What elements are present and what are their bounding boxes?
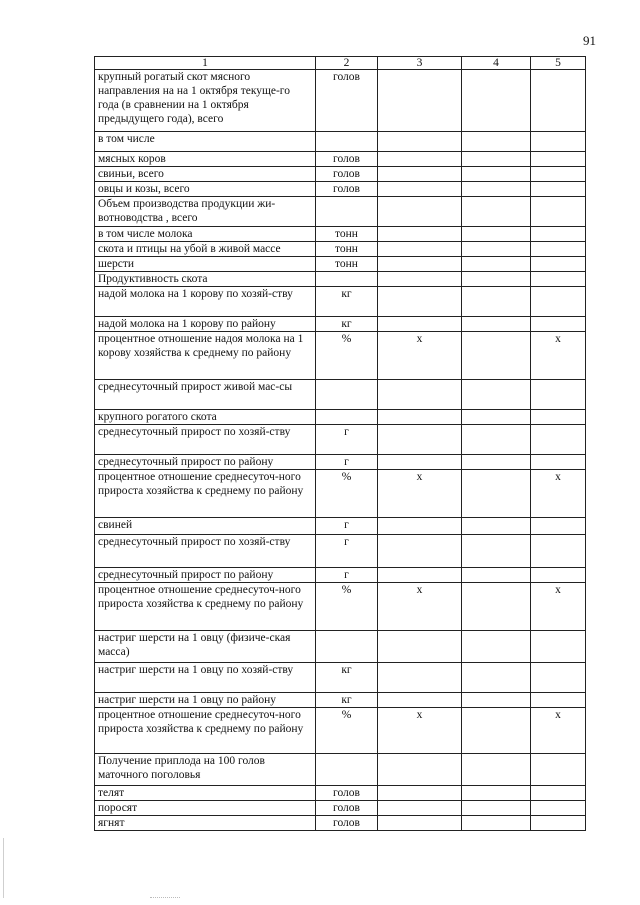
unit-cell: кг [316,317,378,332]
value-cell-3 [378,663,462,693]
value-cell-4 [462,227,531,242]
row-label-cell: процентное отношение среднесуточ-ного прироста хозяйства к среднему по району [95,470,316,518]
value-cell-4 [462,272,531,287]
value-cell-5 [531,197,586,227]
value-cell-3 [378,317,462,332]
row-label-cell: надой молока на 1 корову по району [95,317,316,332]
row-label-cell: мясных коров [95,152,316,167]
value-cell-4 [462,70,531,132]
table-row [95,801,586,816]
value-cell-4 [462,708,531,754]
value-cell-3 [378,167,462,182]
unit-cell: голов [316,816,378,831]
value-cell-5 [531,380,586,410]
value-cell-3 [378,754,462,786]
value-cell-5 [531,227,586,242]
row-label-cell: среднесуточный прирост по хозяй-ству [95,425,316,455]
value-cell-5 [531,257,586,272]
unit-cell: голов [316,801,378,816]
unit-cell: г [316,568,378,583]
value-cell-4 [462,287,531,317]
value-cell-5 [531,425,586,455]
value-cell-5 [531,167,586,182]
unit-cell: г [316,535,378,568]
value-cell-5 [531,535,586,568]
value-cell-4 [462,425,531,455]
value-cell-5 [531,816,586,831]
value-cell-3 [378,152,462,167]
unit-cell: голов [316,152,378,167]
value-cell-5 [531,410,586,425]
value-cell-4 [462,568,531,583]
table-row [95,197,586,227]
value-cell-3 [378,272,462,287]
value-cell-5 [531,693,586,708]
value-cell-4 [462,816,531,831]
unit-cell: % [316,470,378,518]
row-label-cell: надой молока на 1 корову по хозяй-ству [95,287,316,317]
value-cell-3 [378,197,462,227]
unit-cell: % [316,332,378,380]
value-cell-5: x [531,470,586,518]
table-row [95,708,586,754]
row-label-cell: настриг шерсти на 1 овцу (физиче-ская масса) [95,631,316,663]
unit-cell: г [316,425,378,455]
table-row [95,470,586,518]
value-cell-5: x [531,708,586,754]
value-cell-3 [378,410,462,425]
row-label-cell: крупный рогатый скот мясного направления на на 1 октября текуще-го года (в сравнении на 1 октября предыдущего года), всего [95,70,316,132]
value-cell-4 [462,801,531,816]
table-row [95,816,586,831]
value-cell-4 [462,583,531,631]
page-number: 91 [583,33,596,48]
unit-cell [316,380,378,410]
value-cell-4 [462,455,531,470]
value-cell-3: x [378,332,462,380]
row-label-cell: среднесуточный прирост по хозяй-ству [95,535,316,568]
row-label-cell: настриг шерсти на 1 овцу по хозяй-ству [95,663,316,693]
data-table [94,56,586,831]
value-cell-5: x [531,332,586,380]
row-label-cell: поросят [95,801,316,816]
value-cell-3 [378,287,462,317]
unit-cell: г [316,518,378,535]
col-header-3: 3 [378,57,462,70]
value-cell-3: x [378,470,462,518]
table-row [95,693,586,708]
unit-cell: тонн [316,257,378,272]
row-label-cell: среднесуточный прирост живой мас-сы [95,380,316,410]
table-row [95,754,586,786]
value-cell-4 [462,182,531,197]
table-row [95,132,586,152]
col-header-5: 5 [531,57,586,70]
table-row [95,410,586,425]
table-row [95,786,586,801]
value-cell-4 [462,380,531,410]
table-row [95,272,586,287]
value-cell-5 [531,70,586,132]
value-cell-3 [378,380,462,410]
value-cell-3: x [378,583,462,631]
value-cell-4 [462,535,531,568]
value-cell-3 [378,70,462,132]
row-label-cell: свиньи, всего [95,167,316,182]
table-row [95,380,586,410]
value-cell-4 [462,257,531,272]
scan-dots [150,897,180,900]
value-cell-5 [531,754,586,786]
value-cell-3 [378,801,462,816]
value-cell-3: x [378,708,462,754]
value-cell-4 [462,317,531,332]
row-label-cell: Получение приплода на 100 голов маточного поголовья [95,754,316,786]
table-row [95,167,586,182]
value-cell-5 [531,568,586,583]
value-cell-4 [462,518,531,535]
value-cell-4 [462,786,531,801]
value-cell-3 [378,786,462,801]
value-cell-3 [378,631,462,663]
scan-edge-line [3,838,4,898]
table-row [95,663,586,693]
table-row [95,152,586,167]
row-label-cell: настриг шерсти на 1 овцу по району [95,693,316,708]
row-label-cell: ягнят [95,816,316,831]
value-cell-4 [462,410,531,425]
value-cell-5 [531,242,586,257]
value-cell-5 [531,801,586,816]
value-cell-5 [531,663,586,693]
value-cell-4 [462,663,531,693]
value-cell-4 [462,167,531,182]
row-label-cell: среднесуточный прирост по району [95,455,316,470]
table-row [95,317,586,332]
table-row [95,70,586,132]
table-row [95,257,586,272]
value-cell-3 [378,693,462,708]
table-row [95,227,586,242]
value-cell-3 [378,242,462,257]
value-cell-4 [462,197,531,227]
unit-cell: голов [316,182,378,197]
table-row [95,455,586,470]
row-label-cell: в том числе [95,132,316,152]
table-row [95,535,586,568]
value-cell-5 [531,786,586,801]
value-cell-4 [462,242,531,257]
unit-cell: голов [316,70,378,132]
unit-cell [316,631,378,663]
value-cell-3 [378,182,462,197]
col-header-1: 1 [95,57,316,70]
value-cell-5 [531,132,586,152]
unit-cell: кг [316,287,378,317]
unit-cell [316,410,378,425]
value-cell-4 [462,754,531,786]
unit-cell [316,272,378,287]
table-row [95,425,586,455]
row-label-cell: Продуктивность скота [95,272,316,287]
row-label-cell: процентное отношение среднесуточ-ного прироста хозяйства к среднему по району [95,583,316,631]
unit-cell: % [316,708,378,754]
row-label-cell: процентное отношение среднесуточ-ного прироста хозяйства к среднему по району [95,708,316,754]
table-row [95,182,586,197]
value-cell-5 [531,152,586,167]
value-cell-3 [378,132,462,152]
row-label-cell: среднесуточный прирост по району [95,568,316,583]
table-row [95,518,586,535]
table-body [95,70,586,831]
value-cell-3 [378,257,462,272]
unit-cell [316,754,378,786]
value-cell-5 [531,287,586,317]
value-cell-4 [462,631,531,663]
row-label-cell: в том числе молока [95,227,316,242]
value-cell-5 [531,455,586,470]
row-label-cell: скота и птицы на убой в живой массе [95,242,316,257]
unit-cell: тонн [316,227,378,242]
unit-cell [316,197,378,227]
table-row [95,631,586,663]
value-cell-5: x [531,583,586,631]
row-label-cell: телят [95,786,316,801]
header-row [95,57,586,70]
unit-cell: кг [316,693,378,708]
value-cell-3 [378,425,462,455]
value-cell-3 [378,535,462,568]
value-cell-3 [378,568,462,583]
value-cell-5 [531,631,586,663]
value-cell-3 [378,816,462,831]
table-row [95,242,586,257]
row-label-cell: шерсти [95,257,316,272]
row-label-cell: овцы и козы, всего [95,182,316,197]
value-cell-4 [462,470,531,518]
row-label-cell: Объем производства продукции жи-вотноводства , всего [95,197,316,227]
unit-cell: тонн [316,242,378,257]
col-header-4: 4 [462,57,531,70]
table-row [95,583,586,631]
value-cell-4 [462,132,531,152]
unit-cell: г [316,455,378,470]
table-row [95,568,586,583]
value-cell-3 [378,227,462,242]
unit-cell: % [316,583,378,631]
col-header-2: 2 [316,57,378,70]
row-label-cell: свиней [95,518,316,535]
value-cell-3 [378,518,462,535]
value-cell-5 [531,272,586,287]
unit-cell [316,132,378,152]
value-cell-5 [531,317,586,332]
value-cell-5 [531,182,586,197]
value-cell-4 [462,332,531,380]
value-cell-4 [462,152,531,167]
table-row [95,332,586,380]
value-cell-4 [462,693,531,708]
row-label-cell: крупного рогатого скота [95,410,316,425]
row-label-cell: процентное отношение надоя молока на 1 корову хозяйства к среднему по району [95,332,316,380]
unit-cell: голов [316,786,378,801]
unit-cell: голов [316,167,378,182]
value-cell-5 [531,518,586,535]
unit-cell: кг [316,663,378,693]
value-cell-3 [378,455,462,470]
table-row [95,287,586,317]
